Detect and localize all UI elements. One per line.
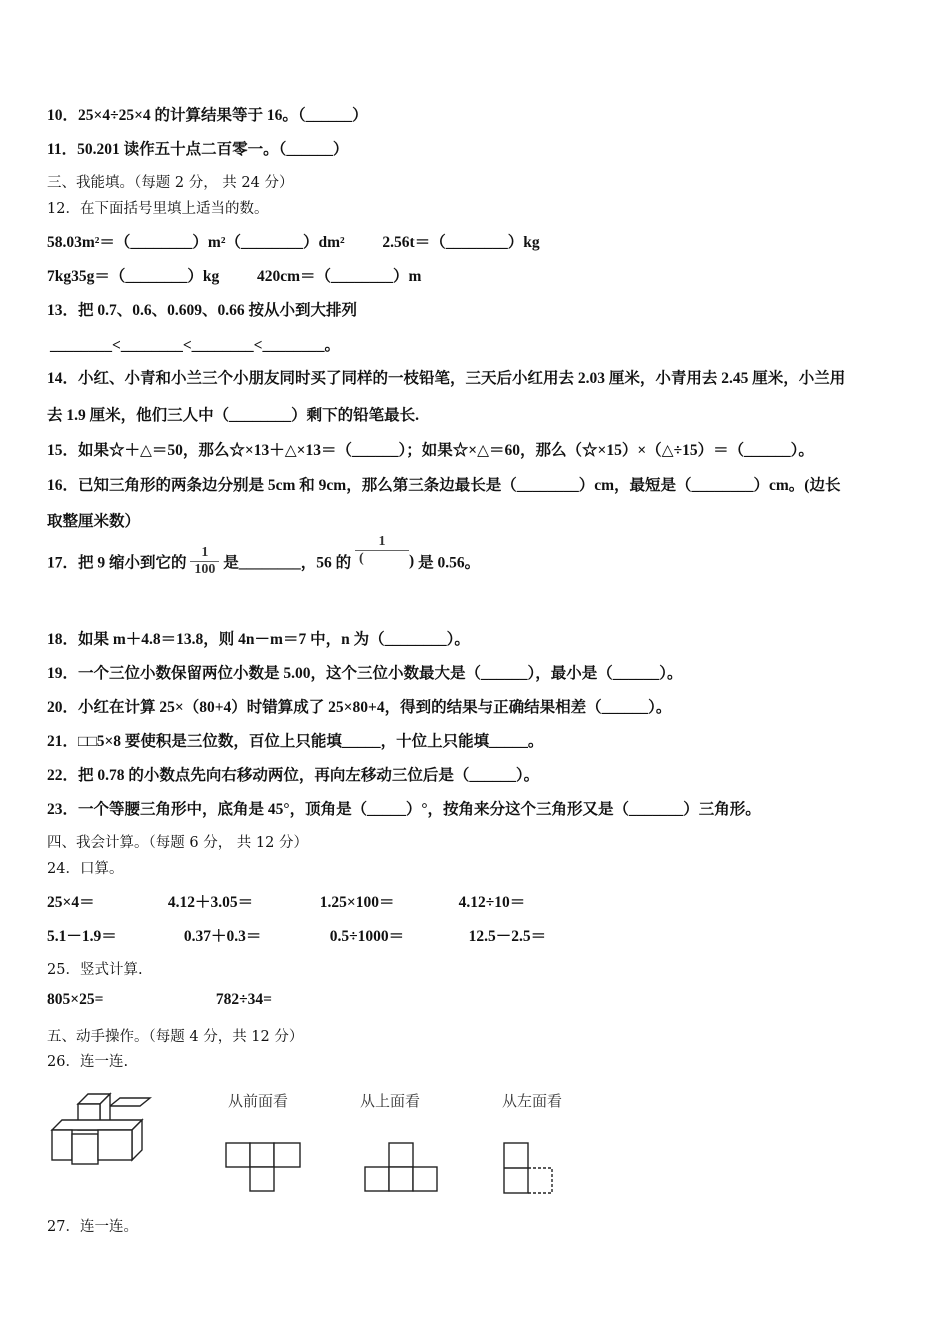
oral-calc-row2	[47, 924, 546, 946]
calc-item: 12.5－2.5＝	[468, 928, 547, 945]
question-12-row1	[47, 230, 540, 252]
question-18: 18．如果 m＋4.8＝13.8，则 4n－m＝7 中，n 为（________）。	[47, 631, 470, 648]
q17-text-a: 17．把 9 缩小到它的	[47, 554, 187, 572]
q12-item-b: 2.56t＝（________）kg	[382, 234, 540, 251]
front-view-label: 从前面看	[228, 1092, 289, 1110]
section-3-heading: 三、我能填。（每题 2 分， 共 24 分）	[47, 175, 294, 191]
question-12: 12．在下面括号里填上适当的数。	[47, 201, 269, 217]
fraction-numerator: 1	[378, 534, 386, 549]
calc-item: 0.37＋0.3＝	[183, 928, 262, 945]
question-23: 23．一个等腰三角形中，底角是 45°，顶角是（_____）°，按角来分这个三角形又是（_______）三角形。	[47, 801, 761, 818]
question-17: 17．把 9 缩小到它的 $\frac{1}{100}$ 是________，56 的 $\frac{1}{(}$ ) 是 0.56。	[47, 534, 481, 577]
top-view-figure	[363, 1141, 443, 1193]
question-15: 15．如果☆＋△＝50，那么☆×13＋△×13＝（______）；如果☆×△＝60，那么（☆×15）×（△÷15）＝（______）。	[47, 442, 814, 459]
left-view-label: 从左面看	[502, 1092, 563, 1110]
section-4-heading: 四、我会计算。（每题 6 分， 共 12 分）	[47, 835, 308, 851]
question-12-row2	[47, 264, 421, 286]
question-19: 19．一个三位小数保留两位小数是 5.00，这个三位小数最大是（______），最小是（______）。	[47, 665, 683, 682]
q12-item-d: 420cm＝（________）m	[257, 268, 422, 285]
question-24: 24．口算。	[47, 861, 124, 877]
question-21: 21．□□5×8 要使积是三位数，百位上只能填_____，十位上只能填_____。	[47, 733, 544, 750]
calc-item: 4.12＋3.05＝	[167, 894, 254, 911]
fraction-blank	[355, 534, 409, 569]
oral-calc-row1	[47, 890, 525, 912]
front-view-figure	[225, 1141, 305, 1193]
calc-item: 805×25=	[47, 991, 104, 1008]
cube-stack-figure	[48, 1086, 160, 1168]
fraction-1-100	[190, 545, 219, 578]
question-16-line1: 16．已知三角形的两条边分别是 5cm 和 9cm，那么第三条边最长是（________）cm，最短是（________）cm。(边长	[47, 477, 841, 494]
question-20: 20．小红在计算 25×（80+4）时错算成了 25×80+4，得到的结果与正确结果相差（______）。	[47, 699, 672, 716]
question-13-blanks: ________<________<________<________。	[50, 337, 340, 354]
fraction-blank-denominator: (	[355, 550, 409, 569]
q12-item-a: 58.03m²＝（________）m²（________）dm²	[47, 234, 345, 251]
q12-item-c: 7kg35g＝（________）kg	[47, 268, 220, 285]
question-25: 25．竖式计算.	[47, 962, 143, 978]
q17-text-c: 是 0.56。	[418, 554, 481, 572]
fraction-denominator: 100	[190, 561, 219, 578]
top-view-label: 从上面看	[360, 1092, 421, 1110]
calc-item: 25×4＝	[47, 894, 95, 911]
fraction-numerator: 1	[201, 545, 209, 560]
question-16-line2: 取整厘米数）	[47, 513, 141, 530]
question-14-line2: 去 1.9 厘米，他们三人中（________）剩下的铅笔最长.	[47, 407, 420, 424]
question-22: 22．把 0.78 的小数点先向右移动两位，再向左移动三位后是（______）。	[47, 767, 540, 784]
question-10: 10．25×4÷25×4 的计算结果等于 16。（______）	[47, 107, 368, 124]
left-view-figure	[502, 1141, 562, 1196]
calc-item: 0.5÷1000＝	[329, 928, 405, 945]
question-13: 13．把 0.7、0.6、0.609、0.66 按从小到大排列	[47, 302, 358, 319]
vertical-calc-row	[47, 991, 272, 1009]
question-26: 26．连一连.	[47, 1054, 129, 1070]
section-5-heading: 五、动手操作。（每题 4 分，共 12 分）	[47, 1029, 304, 1045]
question-11: 11．50.201 读作五十点二百零一。（______）	[47, 141, 349, 158]
calc-item: 1.25×100＝	[319, 894, 395, 911]
q17-text-b: 是________，56 的	[223, 554, 352, 572]
calc-item: 5.1－1.9＝	[47, 928, 117, 945]
calc-item: 4.12÷10＝	[458, 894, 526, 911]
question-14-line1: 14．小红、小青和小兰三个小朋友同时买了同样的一枝铅笔，三天后小红用去 2.03 厘米，小青用去 2.45 厘米，小兰用	[47, 370, 846, 387]
question-27: 27．连一连。	[47, 1219, 138, 1235]
calc-item: 782÷34=	[215, 991, 272, 1008]
